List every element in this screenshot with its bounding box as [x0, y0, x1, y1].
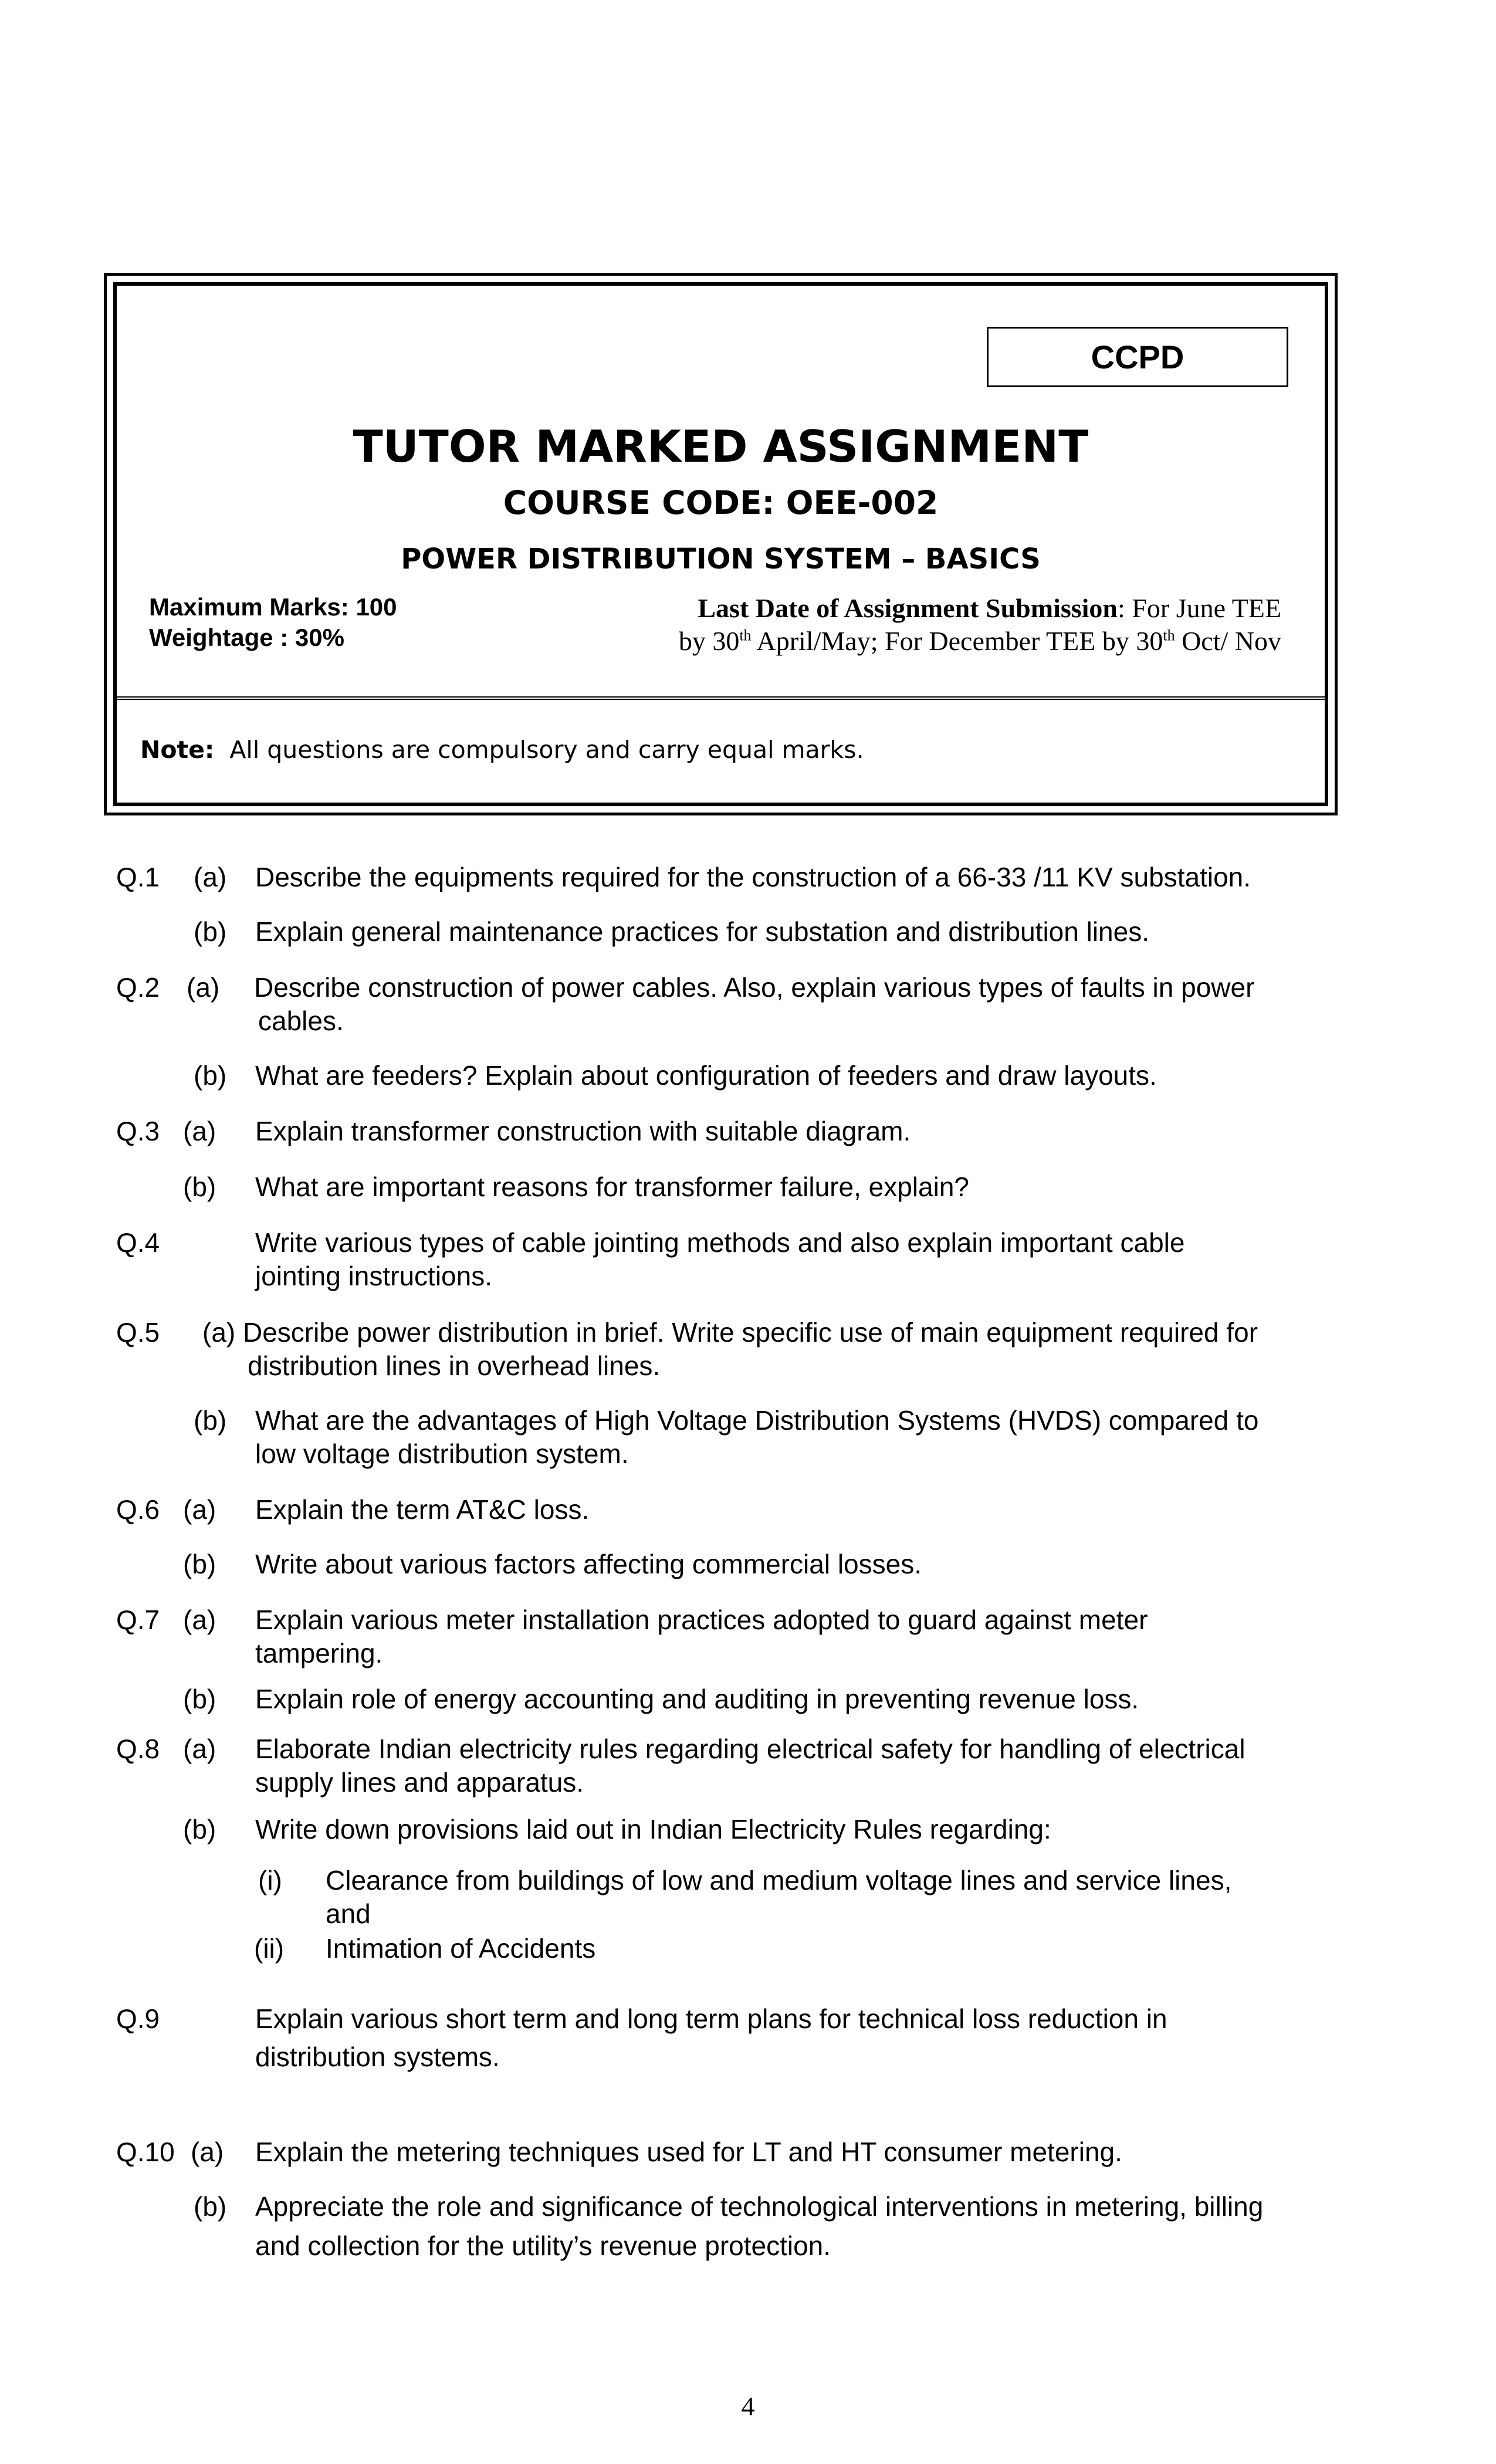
- deadline-line2b: April/May; For December TEE by 30: [751, 626, 1163, 656]
- q2-number: Q.2: [116, 972, 160, 1003]
- q7-b-label: (b): [183, 1684, 216, 1714]
- deadline-line2c: Oct/ Nov: [1175, 626, 1281, 656]
- header-inner-frame: [113, 282, 1328, 806]
- page-number: 4: [741, 2391, 755, 2421]
- ccpd-box: CCPD: [987, 327, 1288, 387]
- q9-number: Q.9: [116, 2003, 160, 2034]
- q5-a-text2: distribution lines in overhead lines.: [248, 1351, 661, 1381]
- q10-b-text1: Appreciate the role and significance of technological interventions in metering, billing: [255, 2191, 1264, 2222]
- q5-b-label: (b): [194, 1405, 227, 1436]
- q8-i-text1: Clearance from buildings of low and medium voltage lines and service lines,: [326, 1865, 1232, 1896]
- q1-a-text: Describe the equipments required for the construction of a 66-33 /11 KV substation.: [255, 862, 1251, 892]
- q8-a-label: (a): [183, 1734, 216, 1764]
- header-frame: [104, 273, 1338, 815]
- q4-text2: jointing instructions.: [255, 1261, 492, 1291]
- deadline-sup2: th: [1163, 627, 1175, 644]
- q5-number: Q.5: [116, 1317, 160, 1348]
- q10-b-text2: and collection for the utility’s revenue protection.: [255, 2231, 831, 2261]
- note-text: All questions are compulsory and carry equal marks.: [229, 736, 864, 764]
- q8-number: Q.8: [116, 1734, 160, 1764]
- q7-b-text: Explain role of energy accounting and auditing in preventing revenue loss.: [255, 1684, 1139, 1714]
- weightage: Weightage : 30%: [149, 624, 344, 651]
- q4-text1: Write various types of cable jointing methods and also explain important cable: [255, 1227, 1185, 1258]
- q6-a-label: (a): [183, 1494, 216, 1525]
- q1-a-label: (a): [194, 862, 227, 892]
- q1-number: Q.1: [116, 862, 160, 892]
- q10-number: Q.10: [116, 2137, 175, 2167]
- q10-a-text: Explain the metering techniques used for LT and HT consumer metering.: [255, 2137, 1122, 2167]
- course-code: COURSE CODE: OEE-002: [503, 484, 939, 522]
- q8-b-text: Write down provisions laid out in Indian Electricity Rules regarding:: [255, 1814, 1051, 1844]
- q3-b-text: What are important reasons for transformer failure, explain?: [255, 1172, 969, 1202]
- q6-b-text: Write about various factors affecting commercial losses.: [255, 1549, 922, 1579]
- q8-a-text1: Elaborate Indian electricity rules regarding electrical safety for handling of electrical: [255, 1734, 1245, 1764]
- q5-b-text2: low voltage distribution system.: [255, 1439, 629, 1469]
- q8-a-text2: supply lines and apparatus.: [255, 1767, 584, 1798]
- q7-number: Q.7: [116, 1605, 160, 1635]
- q6-b-label: (b): [183, 1549, 216, 1579]
- q8-ii-label: (ii): [254, 1933, 285, 1964]
- note-label: Note:: [140, 736, 215, 764]
- q8-b-label: (b): [183, 1814, 216, 1844]
- q3-a-label: (a): [183, 1116, 216, 1146]
- q4-number: Q.4: [116, 1227, 160, 1258]
- q7-a-text1: Explain various meter installation practices adopted to guard against meter: [255, 1605, 1148, 1635]
- q8-i-text2: and: [326, 1898, 371, 1929]
- q3-a-text: Explain transformer construction with suitable diagram.: [255, 1116, 911, 1146]
- deadline-sup1: th: [739, 627, 752, 644]
- q9-text2: distribution systems.: [255, 2042, 500, 2072]
- q8-i-label: (i): [258, 1865, 282, 1896]
- q9-text1: Explain various short term and long term plans for technical loss reduction in: [255, 2003, 1167, 2034]
- q5-a-text1: (a) Describe power distribution in brief. Write specific use of main equipment required for: [202, 1317, 1258, 1348]
- course-name: POWER DISTRIBUTION SYSTEM – BASICS: [401, 543, 1041, 576]
- q3-number: Q.3: [116, 1116, 160, 1146]
- deadline-label: Last Date of Assignment Submission: [698, 593, 1118, 623]
- q5-b-text1: What are the advantages of High Voltage Distribution Systems (HVDS) compared to: [255, 1405, 1259, 1436]
- deadline-line2a: by 30: [678, 626, 740, 656]
- header-divider: [117, 696, 1325, 700]
- q7-a-text2: tampering.: [255, 1638, 383, 1668]
- q7-a-label: (a): [183, 1605, 216, 1635]
- note: [140, 736, 864, 764]
- q10-b-label: (b): [194, 2191, 227, 2222]
- q2-a-label: (a): [187, 972, 220, 1003]
- q1-b-text: Explain general maintenance practices for substation and distribution lines.: [255, 916, 1149, 947]
- deadline-line1: : For June TEE: [1118, 593, 1281, 623]
- marks-block: [149, 592, 397, 653]
- q6-number: Q.6: [116, 1494, 160, 1525]
- q10-a-label: (a): [191, 2137, 224, 2167]
- max-marks: Maximum Marks: 100: [149, 593, 397, 621]
- q1-b-label: (b): [194, 916, 227, 947]
- q2-b-text: What are feeders? Explain about configuration of feeders and draw layouts.: [255, 1060, 1157, 1091]
- assignment-title: TUTOR MARKED ASSIGNMENT: [353, 421, 1089, 472]
- q2-a-text2: cables.: [258, 1006, 344, 1036]
- q8-ii-text: Intimation of Accidents: [326, 1933, 596, 1964]
- q2-a-text1: Describe construction of power cables. Also, explain various types of faults in power: [254, 972, 1255, 1003]
- deadline-block: [618, 592, 1281, 658]
- q6-a-text: Explain the term AT&C loss.: [255, 1494, 590, 1525]
- q2-b-label: (b): [194, 1060, 227, 1091]
- q3-b-label: (b): [183, 1172, 216, 1202]
